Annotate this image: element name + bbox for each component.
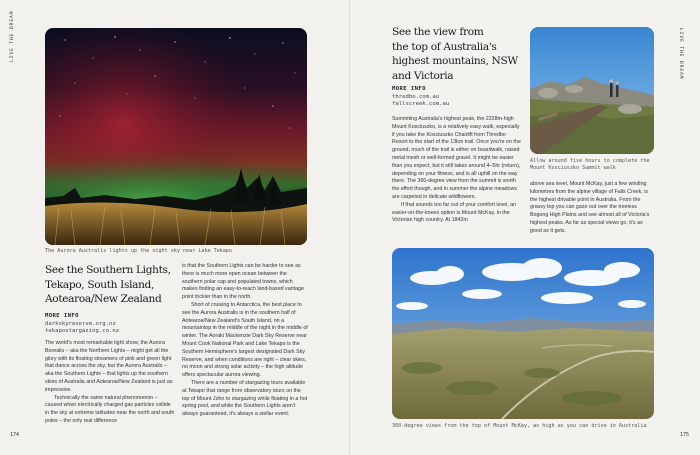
paragraph: is that the Southern Lights can be harder to see as there is much more open ocean between the southern polar cap and populated towns, which makes finding an easy-to-reach land-based vantage point trickier than in the north. bbox=[182, 263, 304, 301]
link-fallscreek[interactable]: fallscreek.com.au bbox=[392, 101, 450, 107]
paragraph: The world's most remarkable light show, the Aurora Borealis – aka the Northern Lights – might get all the glory with its floating streamers of pink and green light that dance across the sky, but the Aurora Australis – aka the Southern Lights – that lights up the southern skies of Australia and Aotearoa/New Zealand is just as impressive. bbox=[45, 340, 173, 393]
right-body-col-1 bbox=[392, 116, 522, 225]
link-thredbo[interactable]: thredbo.com.au bbox=[392, 94, 440, 100]
paragraph: Technically the same natural phenomenon – caused when electrically charged gas particles collide in the sky at extreme latitudes near the north and south poles – the only real difference bbox=[45, 394, 175, 424]
left-body-col-2 bbox=[182, 263, 308, 419]
paragraph: If that sounds too far out of your comfort level, an easier-on-the-knees option is Mount McKay, in the Victorian high country. At 1842m bbox=[392, 201, 517, 224]
mountain-boardwalk-photo bbox=[530, 27, 654, 154]
paragraph: above sea level, Mount McKay, just a few winding kilometres from the alpine village of Falls Creek, is the highest drivable point in Australia. From the grassy top you can gaze out over the treeless Bogong High Plains and see almost all of Victoria's highest peaks. As far as special views go, it's as good as it gets. bbox=[530, 181, 650, 234]
page-number-left: 174 bbox=[10, 432, 20, 438]
alpine-panorama-photo bbox=[392, 248, 654, 419]
more-info-label-right: MORE INFO bbox=[392, 86, 426, 92]
link-darksky[interactable]: darkskyreserve.org.nz bbox=[45, 321, 116, 327]
link-tekapo-stargazing[interactable]: tekapostargazing.co.nz bbox=[45, 328, 120, 334]
paragraph: There are a number of stargazing tours available at Tekapo that range from observatory tours on the top of Mount John to stargazing while floating in a hot spring pool, and while the Southern Lights aren't always guaranteed, it's always a stellar event. bbox=[182, 379, 308, 418]
left-headline-line: Tekapo, South Island, bbox=[45, 278, 154, 291]
paragraph: Summiting Australia's highest peak, the 2228m-high Mount Kosciuszko, is a relatively easy walk, especially if you take the Kosciuszko Chairlift from Thredbo Resort to the start of the 13km trail. Once you're on the ground, much of the trail is either on boardwalk, raised metal mesh or well-formed gravel. It might be easier than you expect, but it still takes around 4–5hr (return), depending on your fitness, and is all uphill on the way there. The 360-degree view from the summit is worth the effort though, and in summer the alpine meadows are carpeted in delicate wildflowers. bbox=[392, 116, 521, 200]
more-info-label-left: MORE INFO bbox=[45, 313, 79, 319]
page-number-right: 175 bbox=[680, 432, 690, 438]
left-headline bbox=[45, 263, 180, 307]
right-page bbox=[350, 0, 700, 455]
left-headline-line: Aotearoa/New Zealand bbox=[45, 293, 162, 305]
left-body-col-1 bbox=[45, 340, 175, 426]
aurora-photo-caption: The Aurora Australis lights up the night sky near Lake Tekapo bbox=[45, 248, 233, 254]
right-headline-line: See the view from bbox=[392, 26, 484, 38]
paragraph: Short of cruising to Antarctica, the best place to see the Aurora Australis is in the southern half of Aotearoa/New Zealand's South Island, on a mountaintop in the middle of the night in the middle of winter. The Aoraki Mackenzie Dark Sky Reserve near Mount Cook National Park and Lake Tekapo is the Southern Hemisphere's largest designated Dark Sky Reserve, and when conditions are right – clear skies, no moon and strong solar activity – the high altitude offers spectacular aurora viewing. bbox=[182, 301, 308, 379]
right-headline-line: highest mountains, NSW bbox=[392, 55, 518, 67]
right-headline bbox=[392, 25, 527, 83]
left-headline-line: See the Southern Lights, bbox=[45, 264, 171, 276]
section-label-left: LIVE THE DREAM bbox=[10, 10, 15, 62]
right-headline-line: and Victoria bbox=[392, 69, 454, 82]
section-label-right: LIVE THE DREAM bbox=[678, 28, 683, 80]
right-body-col-2 bbox=[530, 181, 655, 236]
mountain-photo-caption: Allow around five hours to complete the Mount Kosciuszko Summit walk bbox=[530, 158, 650, 171]
alpine-photo-caption: 360-degree views from the top of Mount McKay, as high as you can drive in Australia bbox=[392, 423, 647, 429]
aurora-photo bbox=[45, 28, 307, 245]
right-headline-line: the top of Australia's bbox=[392, 40, 497, 53]
